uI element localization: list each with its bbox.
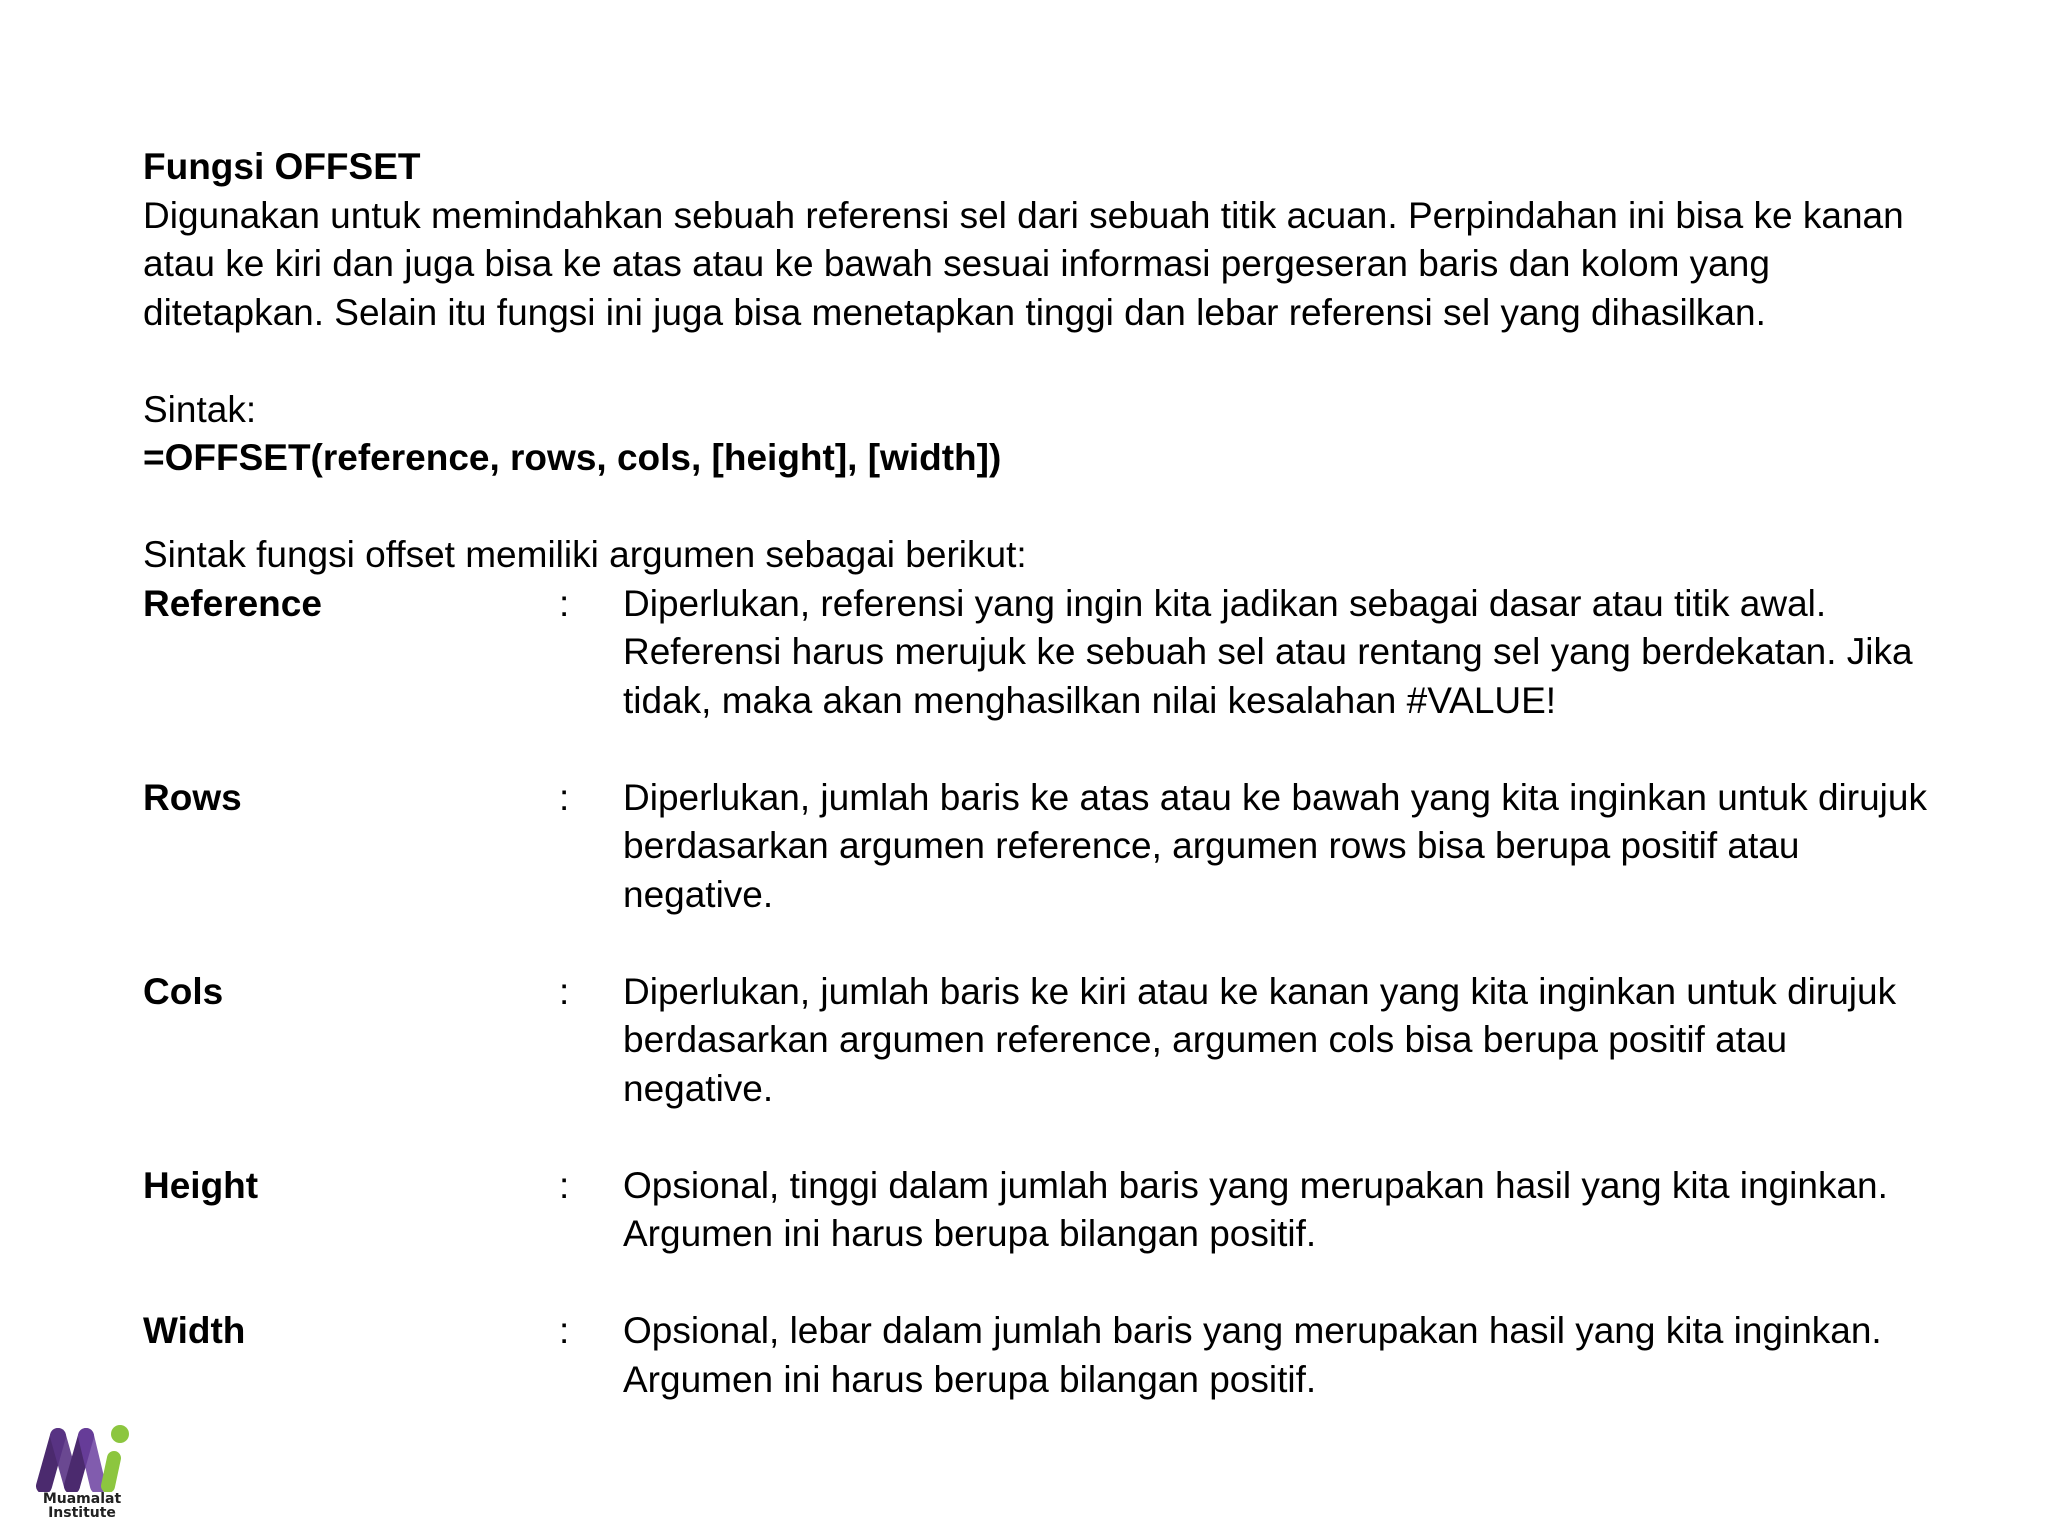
argument-row-reference: [143, 580, 1943, 726]
mi-logo-mark-icon: [36, 1420, 136, 1492]
arguments-intro: Sintak fungsi offset memiliki argumen sebagai berikut:: [143, 534, 1027, 575]
argument-colon: :: [559, 1310, 570, 1351]
intro-line-1: Digunakan untuk memindahkan sebuah referensi sel dari sebuah titik acuan. Perpindahan ini bisa ke kanan: [143, 194, 1904, 236]
argument-name: Height: [143, 1164, 259, 1206]
syntax-label: Sintak:: [143, 388, 257, 430]
spacer: [143, 725, 1943, 774]
spacer: [143, 1259, 1943, 1308]
description-line: Diperlukan, jumlah baris ke atas atau ke bawah yang kita inginkan untuk dirujuk: [623, 776, 1927, 818]
argument-row-cols: [143, 968, 1943, 1114]
page-title: Fungsi OFFSET: [143, 146, 421, 187]
argument-description: [623, 580, 1943, 726]
spacer: [143, 337, 1943, 386]
description-line: berdasarkan argumen reference, argumen cols bisa berupa positif atau: [623, 1019, 1788, 1060]
description-line: Opsional, lebar dalam jumlah baris yang merupakan hasil yang kita inginkan.: [623, 1310, 1882, 1351]
description-line: Referensi harus merujuk ke sebuah sel atau rentang sel yang berdekatan. Jika: [623, 631, 1913, 672]
spacer: [143, 1113, 1943, 1162]
argument-row-width: [143, 1307, 1943, 1404]
argument-name: Rows: [143, 776, 242, 818]
argument-row-height: [143, 1162, 1943, 1259]
slide-content: [143, 143, 1943, 1404]
description-line: berdasarkan argumen reference, argumen rows bisa berupa positif atau: [623, 825, 1800, 866]
description-line: tidak, maka akan menghasilkan nilai kesalahan #VALUE!: [623, 679, 1557, 721]
description-line: Diperlukan, jumlah baris ke kiri atau ke kanan yang kita inginkan untuk dirujuk: [623, 970, 1897, 1012]
argument-name: Cols: [143, 970, 224, 1012]
description-line: Argumen ini harus berupa bilangan positif.: [623, 1213, 1317, 1254]
description-line: Opsional, tinggi dalam jumlah baris yang merupakan hasil yang kita inginkan.: [623, 1164, 1888, 1206]
intro-line-2: atau ke kiri dan juga bisa ke atas atau ke bawah sesuai informasi pergeseran baris dan kolom yang: [143, 243, 1770, 284]
spacer: [143, 483, 1943, 532]
argument-colon: :: [559, 1164, 570, 1206]
logo-text-line2: Institute: [48, 1505, 116, 1521]
argument-description: [623, 968, 1943, 1114]
argument-colon: :: [559, 582, 570, 624]
muamalat-institute-logo: [36, 1420, 136, 1530]
argument-name: Reference: [143, 582, 322, 624]
syntax-formula: =OFFSET(reference, rows, cols, [height], [width]): [143, 437, 1002, 478]
argument-row-rows: [143, 774, 1943, 920]
description-line: Diperlukan, referensi yang ingin kita jadikan sebagai dasar atau titik awal.: [623, 582, 1827, 624]
logo-text-line1: Muamalat: [42, 1491, 122, 1507]
description-line: negative.: [623, 1067, 774, 1109]
argument-description: [623, 774, 1943, 920]
argument-description: [623, 1162, 1943, 1259]
intro-line-3: ditetapkan. Selain itu fungsi ini juga bisa menetapkan tinggi dan lebar referensi sel yang dihasilkan.: [143, 291, 1766, 333]
argument-name: Width: [143, 1310, 246, 1351]
argument-colon: :: [559, 970, 570, 1012]
description-line: Argumen ini harus berupa bilangan positif.: [623, 1358, 1317, 1400]
description-line: negative.: [623, 873, 774, 915]
argument-colon: :: [559, 776, 570, 818]
logo-text: [36, 1492, 128, 1520]
argument-description: [623, 1307, 1943, 1404]
spacer: [143, 919, 1943, 968]
